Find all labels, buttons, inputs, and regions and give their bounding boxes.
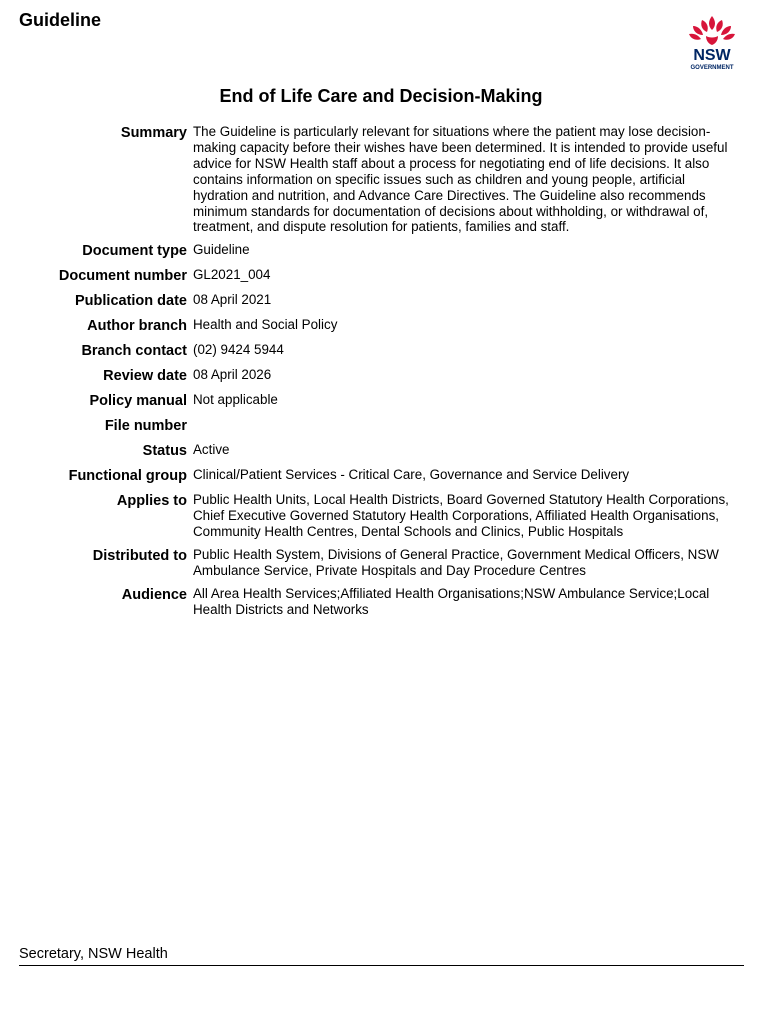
field-label: Status [142, 443, 187, 460]
field-value: Public Health System, Divisions of General Practice, Government Medical Officers, NSW Ambulance Service, Private Hospitals and Day Procedure Centres [193, 547, 719, 578]
metadata-row-publication-date [0, 291, 768, 310]
field-value: Active [193, 442, 230, 458]
field-value: Clinical/Patient Services - Critical Care, Governance and Service Delivery [193, 467, 630, 483]
metadata-row-branch-contact [0, 341, 768, 360]
metadata-table [0, 123, 768, 624]
field-value: Guideline [193, 242, 250, 258]
metadata-row-distributed-to [0, 546, 768, 579]
field-label: Applies to [116, 493, 187, 510]
metadata-row-summary [0, 123, 768, 235]
metadata-row-status [0, 441, 768, 460]
field-value: The Guideline is particularly relevant for situations where the patient may lose decision-making capacity before their wishes have been determined. It is intended to provide useful advice for NSW Health staff about a process for negotiating end of life decisions. It also contains information on specific issues such as children and young people, artificial hydration and nutrition, and Advance Care Directives. The Guideline also recommends minimum standards for documentation of decisions about withholding, or withdrawal of, treatment, and dispute resolution for patients, families and staff. [193, 124, 728, 235]
field-value: All Area Health Services;Affiliated Health Organisations;NSW Ambulance Service;Local Health Districts and Networks [193, 585, 710, 617]
field-value: Not applicable [193, 392, 278, 408]
field-value: 08 April 2026 [193, 367, 272, 383]
metadata-row-document-number [0, 266, 768, 285]
field-label: Summary [120, 125, 187, 141]
metadata-row-review-date [0, 366, 768, 385]
footer-divider [19, 965, 744, 966]
field-value: Health and Social Policy [193, 317, 338, 333]
document-type-heading: Guideline [19, 10, 102, 30]
field-label: File number [104, 418, 187, 435]
field-label: Distributed to [92, 548, 187, 565]
field-label: Branch contact [81, 343, 187, 360]
field-value: (02) 9424 5944 [193, 342, 284, 358]
field-label: Document type [82, 243, 187, 260]
metadata-row-policy-manual [0, 391, 768, 410]
field-label: Audience [121, 586, 187, 603]
metadata-row-applies-to [0, 491, 768, 540]
metadata-row-file-number [0, 416, 768, 435]
field-value: 08 April 2021 [193, 292, 272, 308]
field-label: Review date [103, 368, 187, 385]
field-label: Functional group [68, 468, 187, 485]
metadata-row-document-type [0, 241, 768, 260]
field-label: Policy manual [89, 393, 187, 410]
field-label: Document number [58, 268, 187, 285]
field-value: Public Health Units, Local Health Districts, Board Governed Statutory Health Corporations, Chief Executive Governed Statutory Health Corporations, Affiliated Health Organisations, Community Health Centres, Dental Schools and Clinics, Public Hospitals [193, 492, 729, 540]
logo-wordmark: NSW [693, 47, 731, 64]
metadata-row-author-branch [0, 316, 768, 335]
waratah-flower-icon [682, 12, 742, 72]
field-label: Publication date [75, 293, 187, 310]
logo-subtext: GOVERNMENT [690, 65, 734, 71]
field-label: Author branch [87, 318, 187, 335]
document-title: End of Life Care and Decision-Making [219, 86, 543, 106]
footer-signatory: Secretary, NSW Health [19, 946, 168, 962]
metadata-row-audience [0, 585, 768, 618]
metadata-row-functional-group [0, 466, 768, 485]
nsw-government-logo [682, 12, 742, 72]
field-value: GL2021_004 [193, 267, 271, 283]
field-value [193, 416, 731, 435]
